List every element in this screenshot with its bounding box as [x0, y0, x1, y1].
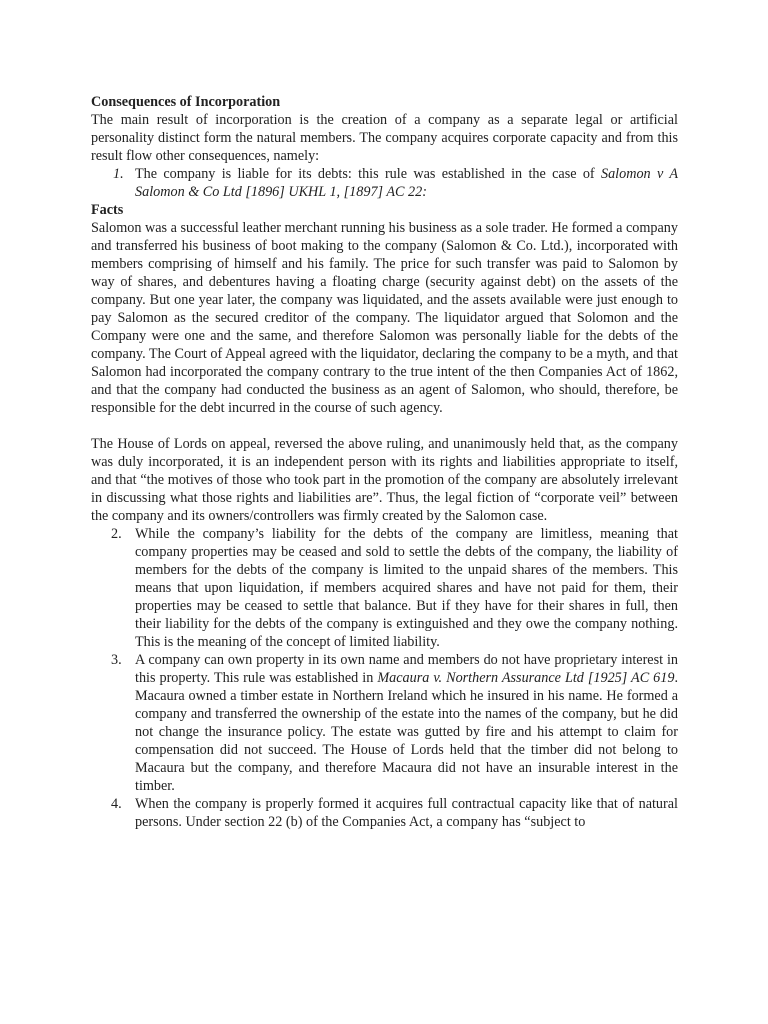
list-number-2: 2.	[111, 526, 122, 542]
list-item-2-text: While the company’s liability for the debts of the company are limitless, meaning that company properties may be ceased and sold to settle the debts of the company, the liability of members for the debts of the company is limited to the unpaid shares of the members. This means that upon liquidation, if members acquired shares and have not paid for them, their properties may be ceased to settle that balance. But if they have for their shares in full, then their liability for the debts of the company is extinguished and they owe the company nothing. This is the meaning of the concept of limited liability.	[135, 526, 678, 650]
list-item-2	[91, 525, 678, 651]
facts-heading: Facts	[91, 202, 124, 218]
list-item-1-text: The company is liable for its debts: this rule was established in the case of	[135, 166, 601, 182]
document-page	[91, 93, 678, 831]
list-item-4	[91, 795, 678, 831]
list-number-3: 3.	[111, 652, 122, 668]
list-number-4: 4.	[111, 796, 122, 812]
house-of-lords-paragraph: The House of Lords on appeal, reversed the above ruling, and unanimously held that, as the company was duly incorporated, it is an independent person with its rights and liabilities appropriate to itself, and that “the motives of those who took part in the promotion of the company are absolutely irrelevant in discussing what those rights and liabilities are”. Thus, the legal fiction of “corporate veil” between the company and its owners/controllers was firmly created by the Salomon case.	[91, 436, 678, 524]
list-item-3-text-before: A company can own property in its own name and members do not have proprietary interest in this property. This rule was established in	[135, 652, 678, 686]
list-number-1: 1.	[113, 166, 124, 182]
facts-paragraph: Salomon was a successful leather merchant running his business as a sole trader. He formed a company and transferred his business of boot making to the company (Salomon & Co. Ltd.), incorporated with members comprising of himself and his family. The price for such transfer was paid to Salomon by way of shares, and debentures having a floating charge (security against debt) on the assets of the company. But one year later, the company was liquidated, and the assets available were just enough to pay Salomon as the secured creditor of the company. The liquidator argued that Solomon and the Company were one and the same, and therefore Salomon was personally liable for the debts of the company. The Court of Appeal agreed with the liquidator, declaring the company to be a myth, and that Salomon had incorporated the company contrary to the true intent of the then Companies Act of 1862, and that the company had conducted the business as an agent of Salomon, who should, therefore, be responsible for the debt incurred in the course of such agency.	[91, 220, 678, 416]
list-item-3	[91, 651, 678, 795]
list-item-1	[91, 165, 678, 201]
intro-paragraph: The main result of incorporation is the creation of a company as a separate legal or artificial personality distinct form the natural members. The company acquires corporate capacity and from this result flow other consequences, namely:	[91, 112, 678, 164]
section-heading: Consequences of Incorporation	[91, 94, 281, 110]
list-item-3-text-after: . Macaura owned a timber estate in Northern Ireland which he insured in his name. He formed a company and transferred the ownership of the estate into the names of the company, but he did not change the insurance policy. The estate was gutted by fire and his attempt to claim for compensation did not succeed. The House of Lords held that the timber did not belong to Macaura but the company, and therefore Macaura did not have an insurable interest in the timber.	[135, 670, 678, 794]
case-citation-macaura: Macaura v. Northern Assurance Ltd [1925] AC 619	[377, 670, 675, 686]
case-citation-salomon: Salomon v A Salomon & Co Ltd [1896] UKHL 1, [1897] AC 22:	[135, 166, 678, 200]
list-item-4-text: When the company is properly formed it acquires full contractual capacity like that of natural persons. Under section 22 (b) of the Companies Act, a company has “subject to	[135, 796, 678, 830]
paragraph-spacer	[91, 417, 678, 435]
